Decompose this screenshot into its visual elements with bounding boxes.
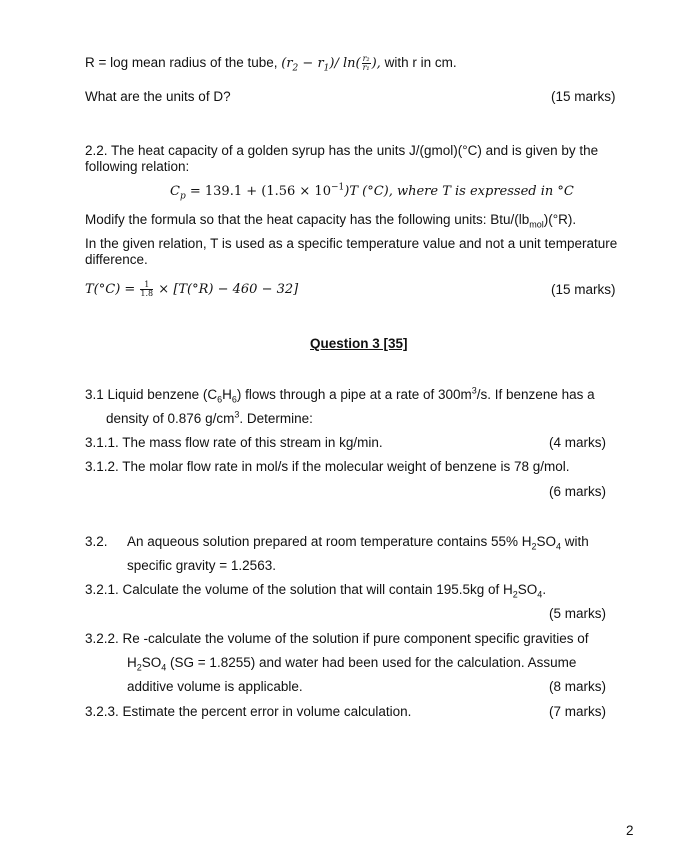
page-number: 2 bbox=[626, 823, 634, 838]
q31-l2-sup: 3 bbox=[234, 409, 240, 420]
q32-l1-s1: 2 bbox=[531, 541, 537, 552]
q323-marks: (7 marks) bbox=[549, 704, 606, 719]
temperature-conversion-equation bbox=[85, 281, 298, 298]
q321-s2: 4 bbox=[537, 589, 543, 600]
q32-number: 3.2. bbox=[85, 534, 108, 549]
q312-marks: (6 marks) bbox=[549, 484, 606, 499]
q322-l2-b: SO bbox=[141, 655, 162, 670]
q22-marks: (15 marks) bbox=[551, 282, 616, 297]
modify-a: Modify the formula so that the heat capacity has the following units: Btu/(lb bbox=[85, 212, 530, 227]
q321-c: . bbox=[542, 582, 547, 597]
r-def-formula-b: − r bbox=[298, 56, 324, 71]
q22-given-line2: difference. bbox=[85, 252, 148, 267]
q31-l1-c: ) flows through a pipe at a rate of 300m bbox=[236, 387, 472, 402]
q31-l1-d: /s. If benzene has a bbox=[476, 387, 595, 402]
q321 bbox=[85, 581, 546, 598]
eq-rest: = 139.1 + (1.56 × 10 bbox=[185, 184, 331, 199]
eq-sup: −1 bbox=[330, 182, 345, 193]
q322-l2-s1: 2 bbox=[136, 662, 142, 673]
q31-l2-a: density of 0.876 g/cm bbox=[106, 411, 235, 426]
q31-l1-b: H bbox=[222, 387, 232, 402]
heat-capacity-equation bbox=[170, 183, 574, 200]
q322-line2 bbox=[127, 654, 576, 671]
q32-l1-c: with bbox=[561, 534, 589, 549]
q22-intro-line1: 2.2. The heat capacity of a golden syrup has the units J/(gmol)(°C) and is given by the bbox=[85, 143, 599, 158]
units-of-d-marks: (15 marks) bbox=[551, 89, 616, 104]
q322-l2-a: H bbox=[127, 655, 137, 670]
q32-line1 bbox=[127, 533, 589, 550]
conv-num: 1 bbox=[140, 281, 153, 290]
q32-l1-s2: 4 bbox=[556, 541, 562, 552]
q31-l1-a: 3.1 Liquid benzene (C bbox=[85, 387, 218, 402]
conv-a: T(°C) = bbox=[85, 282, 140, 297]
conv-den: 1.8 bbox=[140, 289, 154, 298]
q322-line1: 3.2.2. Re -calculate the volume of the solution if pure component specific gravities of bbox=[85, 631, 589, 646]
r-def-sub1: 1 bbox=[323, 63, 330, 74]
units-of-d-question: What are the units of D? bbox=[85, 89, 231, 104]
q322-line3: additive volume is applicable. bbox=[127, 679, 303, 694]
modify-sub: mol bbox=[529, 219, 544, 230]
r-definition bbox=[85, 54, 457, 72]
q31-line1 bbox=[85, 386, 595, 403]
q32-line2: specific gravity = 1.2563. bbox=[127, 558, 276, 573]
modify-b: )(°R). bbox=[543, 212, 577, 227]
q322-l2-c: (SG = 1.8255) and water had been used for the calculation. Assume bbox=[166, 655, 577, 670]
q311-marks: (4 marks) bbox=[549, 435, 606, 450]
r-def-formula bbox=[281, 54, 381, 74]
q31-l1-s1: 6 bbox=[217, 394, 223, 405]
r-def-frac-den: r₁ bbox=[362, 63, 370, 72]
q32-l1-a: An aqueous solution prepared at room temperature contains 55% H bbox=[127, 534, 532, 549]
question-3-heading: Question 3 [35] bbox=[310, 336, 408, 351]
q311: 3.1.1. The mass flow rate of this stream in kg/min. bbox=[85, 435, 383, 450]
eq-main: C bbox=[170, 184, 180, 199]
r-def-sub2: 2 bbox=[292, 63, 299, 74]
r-def-frac-num: r₂ bbox=[362, 54, 370, 63]
q22-intro-line2: following relation: bbox=[85, 159, 190, 174]
r-def-formula-d: ), bbox=[371, 56, 381, 71]
conv-b: × [T(°R) − 460 − 32] bbox=[154, 282, 299, 297]
q22-given-line1: In the given relation, T is used as a specific temperature value and not a unit temperature bbox=[85, 236, 618, 251]
q312: 3.1.2. The molar flow rate in mol/s if the molecular weight of benzene is 78 g/mol. bbox=[85, 459, 570, 474]
q31-l1-sup: 3 bbox=[471, 385, 477, 396]
q31-l2-b: . Determine: bbox=[239, 411, 313, 426]
r-def-prefix: R = log mean radius of the tube, bbox=[85, 55, 282, 70]
q321-b: SO bbox=[517, 582, 538, 597]
eq-sub: p bbox=[179, 191, 186, 202]
r-def-suffix: with r in cm. bbox=[380, 55, 457, 70]
q31-l1-s2: 6 bbox=[231, 394, 237, 405]
r-def-formula-c: )/ ln( bbox=[329, 56, 361, 71]
q323: 3.2.3. Estimate the percent error in volume calculation. bbox=[85, 704, 412, 719]
conv-fraction bbox=[140, 281, 153, 298]
q321-a: 3.2.1. Calculate the volume of the solution that will contain 195.5kg of H bbox=[85, 582, 513, 597]
q322-l2-s2: 4 bbox=[161, 662, 167, 673]
r-def-formula-a: (r bbox=[281, 56, 293, 71]
q321-marks: (5 marks) bbox=[549, 606, 606, 621]
q31-line2 bbox=[106, 410, 313, 427]
q321-s1: 2 bbox=[512, 589, 518, 600]
eq-tail: )T (°C), where T is expressed in °C bbox=[344, 184, 574, 199]
q32-l1-b: SO bbox=[536, 534, 557, 549]
q22-modify bbox=[85, 211, 576, 228]
r-def-fraction bbox=[362, 55, 371, 72]
q322-marks: (8 marks) bbox=[549, 679, 606, 694]
